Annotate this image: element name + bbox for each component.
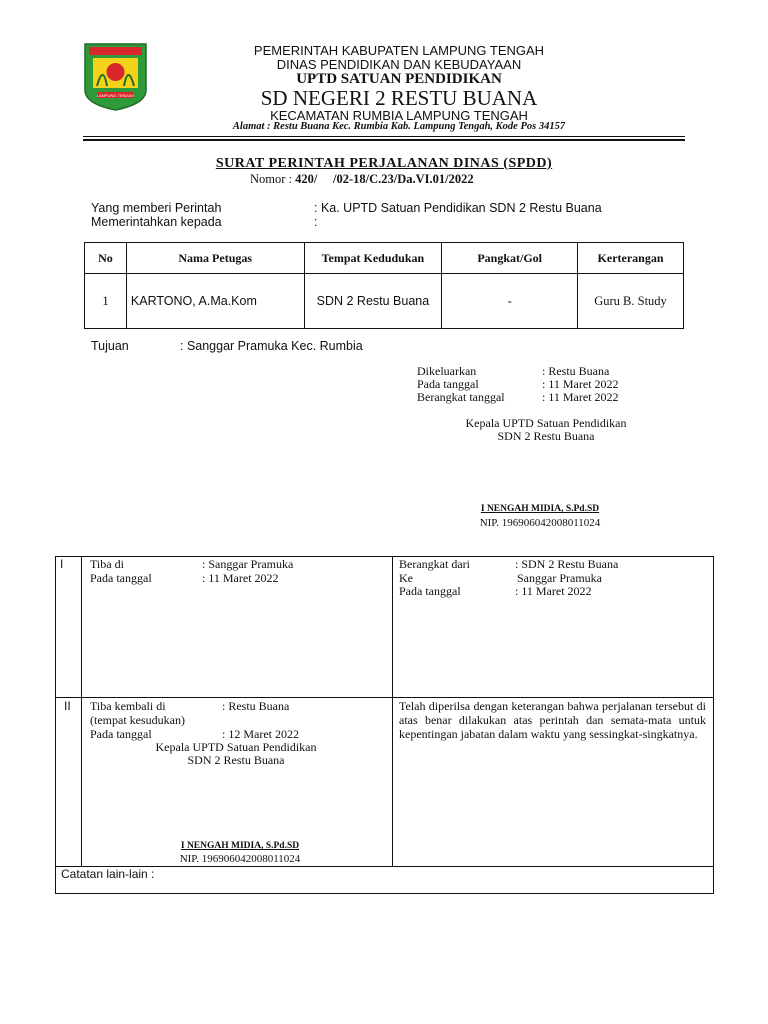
section-2-number: II <box>64 699 71 713</box>
svg-text:LAMPUNG TENGAH: LAMPUNG TENGAH <box>96 93 135 98</box>
table-cell: KARTONO, A.Ma.Kom <box>126 274 304 329</box>
signatory-title-1: Kepala UPTD Satuan Pendidikan <box>465 416 627 430</box>
tiba-value: : Sanggar Pramuka <box>202 557 294 571</box>
dikeluarkan-value: : Restu Buana <box>542 364 610 378</box>
letter-title: SURAT PERINTAH PERJALANAN DINAS (SPDD) <box>215 156 553 171</box>
table-header-cell: Kerterangan <box>578 243 684 274</box>
section-divider <box>55 697 713 698</box>
berangkat-dari-label: Berangkat dari <box>399 557 470 571</box>
letter-number <box>250 172 474 187</box>
berangkat-date-label: Pada tanggal <box>399 584 461 598</box>
berangkat-dari-value: : SDN 2 Restu Buana <box>515 557 619 571</box>
table-cell: SDN 2 Restu Buana <box>304 274 442 329</box>
nomor-label: Nomor : <box>250 172 293 186</box>
kepada-value: : <box>314 215 318 229</box>
departure-date-value: : 11 Maret 2022 <box>542 390 619 404</box>
center-column-divider <box>392 556 393 866</box>
kembali-date-label: Pada tanggal <box>90 727 152 741</box>
header-unit: UPTD SATUAN PENDIDIKAN <box>296 71 502 87</box>
header-department: DINAS PENDIDIKAN DAN KEBUDAYAAN <box>276 57 522 72</box>
departure-date-label: Berangkat tanggal <box>417 390 505 404</box>
issued-date-value: : 11 Maret 2022 <box>542 377 619 391</box>
table-cell: - <box>442 274 578 329</box>
header-school: SD NEGERI 2 RESTU BUANA <box>260 86 538 110</box>
tujuan-value: : Sanggar Pramuka Kec. Rumbia <box>180 339 363 353</box>
header-divider-bottom <box>83 139 685 141</box>
tujuan-label: Tujuan <box>91 339 129 353</box>
tiba-date-value: : 11 Maret 2022 <box>202 571 279 585</box>
table-header-cell: Tempat Kedudukan <box>304 243 442 274</box>
header-district: KECAMATAN RUMBIA LAMPUNG TENGAH <box>270 108 528 123</box>
verification-note: Telah diperilsa dengan keterangan bahwa perjalanan tersebut di atas benar dilakukan atas perintah dan semata-mata untuk kepentingan jabatan dalam waktu yang sessingkat-singkatnya. <box>399 699 706 741</box>
table-header-cell: Nama Petugas <box>126 243 304 274</box>
roman-column-divider <box>81 556 82 866</box>
table-header-row <box>85 243 684 274</box>
pemberi-value: : Ka. UPTD Satuan Pendidikan SDN 2 Restu Buana <box>314 201 602 215</box>
ke-value: Sanggar Pramuka <box>517 571 602 585</box>
tiba-date-label: Pada tanggal <box>90 571 152 585</box>
personnel-table <box>84 242 684 329</box>
kembali-label: Tiba kembali di <box>90 699 166 713</box>
signatory-nip: NIP. 196906042008011024 <box>479 517 601 529</box>
signatory-title-2: SDN 2 Restu Buana <box>497 429 595 443</box>
regency-logo <box>83 42 148 112</box>
kepada-label: Memerintahkan kepada <box>91 215 222 229</box>
section-2-signatory-name: I NENGAH MIDIA, S.Pd.SD <box>180 841 300 851</box>
tiba-label: Tiba di <box>90 557 124 571</box>
signatory-name: I NENGAH MIDIA, S.Pd.SD <box>480 504 600 514</box>
table-header-cell: Pangkat/Gol <box>442 243 578 274</box>
table-row <box>85 274 684 329</box>
pemberi-label: Yang memberi Perintah <box>91 201 222 215</box>
kedudukan-note: (tempat kesudukan) <box>90 713 185 727</box>
header-address: Alamat : Restu Buana Kec. Rumbia Kab. Lampung Tengah, Kode Pos 34157 <box>232 121 566 132</box>
dikeluarkan-label: Dikeluarkan <box>417 364 477 378</box>
regency-emblem-icon <box>83 42 148 112</box>
header-divider-top <box>83 136 685 137</box>
issued-date-label: Pada tanggal <box>417 377 479 391</box>
ke-label: Ke <box>399 571 413 585</box>
nomor-value: 420/ /02-18/C.23/Da.VI.01/2022 <box>295 172 474 186</box>
catatan-label: Catatan lain-lain : <box>61 867 155 881</box>
table-header-cell: No <box>85 243 127 274</box>
section-2-signatory-title-1: Kepala UPTD Satuan Pendidikan <box>155 740 317 754</box>
table-cell: Guru B. Study <box>578 274 684 329</box>
section-2-signatory-title-2: SDN 2 Restu Buana <box>187 753 285 767</box>
header-government: PEMERINTAH KABUPATEN LAMPUNG TENGAH <box>253 43 545 58</box>
table-cell: 1 <box>85 274 127 329</box>
kembali-value: : Restu Buana <box>222 699 290 713</box>
section-1-number: I <box>60 557 64 571</box>
kembali-date-value: : 12 Maret 2022 <box>222 727 299 741</box>
section-2-signatory-nip: NIP. 196906042008011024 <box>179 853 301 865</box>
berangkat-date-value: : 11 Maret 2022 <box>515 584 592 598</box>
